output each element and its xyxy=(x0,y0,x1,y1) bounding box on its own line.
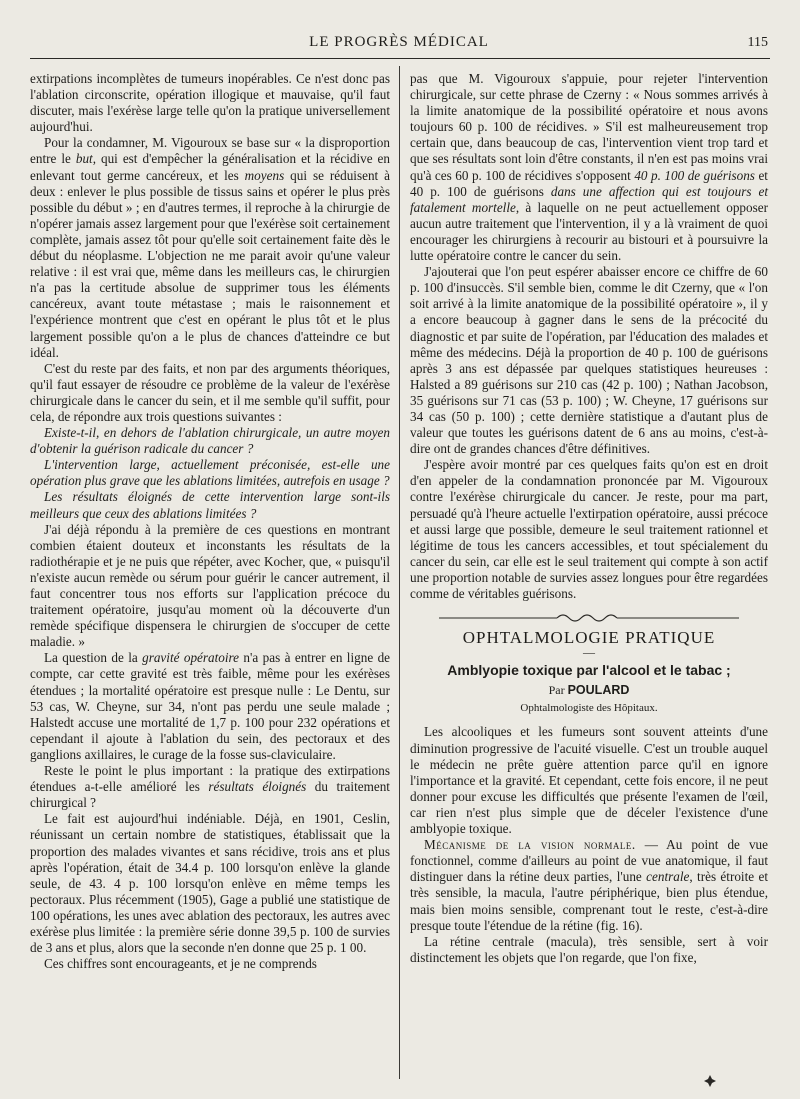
text-run: du traitement chirurgical ? xyxy=(30,779,390,811)
article-body xyxy=(410,724,768,965)
text-run: J'espère avoir montré par ces quelques faits qu'on est en droit d'en appeler de la condamnation prononcée par M. Vigouroux contre l'exérèse chirurgicale du cancer. Je reste, pour ma part, persuadé qu'à l'heure actuelle l'extirpation opératoire, aussi précoce et aussi large que possible, demeure le seul traitement rationnel et légitime de tous les cancers accessibles, et tout spécialement du cancer du sein, car elle est le seul traitement qui compte à son actif une proportion notable de survies assez longues pour être regardées comme de véritables guérisons. xyxy=(410,457,768,601)
text-run: extirpations incomplètes de tumeurs inopérables. Ce n'est donc pas l'ablation circonscrite, opération illogique et mauvaise, qu'il faut discuter, mais l'exérèse large telle qu'on la pratique universellement aujourd'hui. xyxy=(30,71,390,135)
right-column-continuation xyxy=(410,71,768,602)
fleuron-divider xyxy=(410,612,768,624)
paragraph xyxy=(30,71,390,135)
text-run: Reste le point le plus important : la pratique des extirpations étendues a-t-elle amélioré les xyxy=(30,763,390,795)
text-run: n'a pas à entrer en ligne de compte, car cette gravité est très faible, même pour les exérèses étendues ; la mortalité opératoire est presque nulle : Le Dentu, sur 53 cas, W. Cheyne, sur 34, n'ont pas perdu une seule malade ; Halstedt accuse une mortalité de 1,7 p. 100 pour 232 opérations et cependant il ajoute à l'ablation du sein, des pectoraux et des ganglions axillaires, le curage de la fosse sus-claviculaire. xyxy=(30,650,391,762)
italic-text: dans une affection qui est toujours et fatalement mortelle xyxy=(410,183,768,215)
paragraph xyxy=(30,425,390,457)
italic-text: L'intervention large, actuellement préconisée, est-elle une opération plus grave que les ablations limitées, autrefois en usage ? xyxy=(30,457,390,489)
italic-text: centrale xyxy=(646,869,690,885)
text-run: , à laquelle on ne peut actuellement opposer aucun autre traitement que l'intervention, il y a là vraiment de quoi encourager les chirurgiens à recourir au bistouri et à poursuivre la lutte opératoire contre le cancer du sein. xyxy=(410,199,768,264)
text-run: Pour la condamner, M. Vigouroux se base sur « la disproportion entre le xyxy=(30,135,390,167)
italic-text: but xyxy=(75,151,93,167)
italic-text: moyens xyxy=(244,167,285,183)
italic-text: Les résultats éloignés de cette intervention large sont-ils meilleurs que ceux des ablations limitées ? xyxy=(30,489,390,521)
italic-text: résultats éloignés xyxy=(208,779,307,795)
text-run: , très étroite et très sensible, la macula, l'autre périphérique, bien plus étendue, mais bien moins sensible, comprenant tout le reste, c'est-à-dire presque toute l'étendue de la rétine (fig. 16). xyxy=(410,869,768,933)
italic-text: 40 p. 100 de guérisons xyxy=(634,167,755,183)
paragraph xyxy=(30,457,390,489)
paragraph xyxy=(30,135,390,360)
text-run: Ces chiffres sont encourageants, et je ne comprends xyxy=(44,956,317,972)
fleuron-icon xyxy=(439,612,739,624)
paragraph xyxy=(410,724,768,837)
paragraph xyxy=(30,361,390,425)
section-dash: — xyxy=(583,645,595,660)
text-run: — Au point de vue fonctionnel, comme d'ailleurs au point de vue anatomique, il faut distinguer dans la rétine deux parties, l'une xyxy=(410,837,768,885)
header-rule xyxy=(30,58,770,59)
smallcaps-text: Mécanisme de la vision normale. xyxy=(424,837,636,853)
italic-text: Existe-t-il, en dehors de l'ablation chirurgicale, un autre moyen d'obtenir la guérison radicale du cancer ? xyxy=(30,425,390,457)
running-header xyxy=(30,34,768,56)
paragraph xyxy=(410,71,768,264)
paragraph xyxy=(30,522,390,651)
paragraph xyxy=(30,489,390,521)
byline-prefix: Par xyxy=(548,683,565,698)
text-run: La question de la xyxy=(44,650,143,666)
text-run: pas que M. Vigouroux s'appuie, pour rejeter l'intervention chirurgicale, sur cette phrase de Czerny : « Nous sommes arrivés à la limite anatomique de la possibilité opératoire et nous avons toujours 60 p. 100 de récidives. » S'il est malheureusement trop certain que, dans beaucoup de cas, l'intervention vient trop tard et que ses résultats sont loin d'être constants, il n'en est pas moins vrai qu'à ces 60 p. 100 de récidives s'opposent xyxy=(410,71,768,183)
right-column xyxy=(410,71,768,966)
printer-ornament-icon xyxy=(703,1074,717,1088)
text-run: C'est du reste par des faits, et non par des arguments théoriques, qu'il faut essayer de résoudre ce problème de la valeur de l'exérèse chirurgicale dans le cancer du sein, et il me semble qu'il suffit, pour cela, de répondre aux trois questions suivantes : xyxy=(30,360,390,424)
text-run: et 40 p. 100 de guérisons xyxy=(410,167,768,199)
text-run: qui se réduisent à deux : enlever le plus possible de tissus sains et opérer le plus près possible du début » ; en d'autres termes, il reproche à la chirurgie de n'opérer jamais assez largement pour que l'exérèse soit certainement complète, jamais assez tôt pour qu'elle soit certainement faite dès le début du néoplasme. L'objection ne me parait avoir qu'une valeur relative : il est vrai que, même dans les meilleurs cas, le chirurgien n'a pas la certitude absolue de supprimer tous les éléments cancéreux, avant toute métastase ; mais le raisonnement et l'expérience montrent que c'est en opérant le plus tôt et le plus largement possible qu'on a le plus de chances d'atteindre ce but idéal. xyxy=(30,167,390,360)
left-column xyxy=(30,71,390,972)
page-number: 115 xyxy=(747,35,768,50)
text-run: , qui est d'empêcher la généralisation et la récidive en enlevant tout germe cancéreux, et les xyxy=(30,151,390,183)
paragraph xyxy=(30,650,390,763)
paragraph xyxy=(30,956,390,972)
italic-text: gravité opératoire xyxy=(142,650,240,666)
text-run: J'ai déjà répondu à la première de ces questions en montrant combien étaient douteux et inconstants les résultats de la radiothérapie et je ne puis que répéter, avec Kocher, que, « puisqu'il n'existe aucun remède ou sérum pour guérir le cancer autrement, il faut concentrer tous nos efforts sur l'application précoce du traitement opératoire, jusqu'au moment où la découverte d'un remède spécifique dispensera le chirurgien de s'occuper de cette maladie. » xyxy=(30,521,390,650)
paragraph xyxy=(410,934,768,966)
paragraph xyxy=(30,811,390,956)
article-title: Amblyopie toxique par l'alcool et le tabac ; xyxy=(447,662,731,679)
column-divider xyxy=(399,66,400,1079)
text-run: Les alcooliques et les fumeurs sont souvent atteints d'une diminution progressive de l'acuité visuelle. C'est un trouble auquel le médecin ne prête guère attention parce qu'il en ignore l'importance et la gravité. Et cependant, cette fois encore, il ne peut donner pour excuse les difficultés que présente l'examen de l'œil, car rien n'est plus simple que de déceler l'existence d'une amblyopie toxique. xyxy=(410,724,768,837)
section-title: OPHTALMOLOGIE PRATIQUE xyxy=(462,628,716,648)
journal-title: LE PROGRÈS MÉDICAL xyxy=(309,34,489,50)
text-run: Le fait est aujourd'hui indéniable. Déjà, en 1901, Ceslin, réunissant un certain nombre de statistiques, établissait que la proportion des malades vivantes et sans récidive, trois ans et plus après l'opération, était de 34.4 p. 100 lorsqu'on enlève la glande seule, de 43. 4 p. 100 lorsqu'on enlève en même temps les pectoraux. Plus récemment (1905), Gage a publié une statistique de 100 opérations, les unes avec ablation des pectoraux, les autres avec exérèse plus limitée : la première série donne 39,5 p. 100 de survies de 3 ans et plus, alors que la seconde n'en donne que 25 p. 1 00. xyxy=(30,811,390,956)
paragraph xyxy=(410,264,768,457)
paragraph xyxy=(410,837,768,934)
paragraph xyxy=(410,457,768,602)
text-run: J'ajouterai que l'on peut espérer abaisser encore ce chiffre de 60 p. 100 d'insuccès. S'il semble bien, comme le dit Czerny, que « l'on soit arrivé à la limite anatomique de la possibilité opératoire », il y a encore beaucoup à gagner dans le sens de la précocité du diagnostic et par suite de l'opération, par l'éducation des malades et même des médecins. Déjà la proportion de 40 p. 100 de guérisons après 3 ans est dépassée par quelques statistiques heureuses : Halsted a 89 guérisons sur 210 cas (42 p. 100) ; Nathan Jacobson, 35 guérisons sur 71 cas (53 p. 100) ; W. Cheyne, 17 guérisons sur 34 cas (50 p. 100) ; cette dernière statistique a d'autant plus de valeur que toutes les guérisons datent de 6 ans au moins, c'est-à-dire ont de grandes chances d'être définitives. xyxy=(410,264,768,457)
author-affiliation: Ophtalmologiste des Hôpitaux. xyxy=(520,702,658,715)
paragraph xyxy=(30,763,390,811)
text-run: La rétine centrale (macula), très sensible, sert à voir distinctement les objets que l'on regarde, que l'on fixe, xyxy=(410,933,768,965)
author-name: POULARD xyxy=(567,683,630,698)
byline xyxy=(410,682,768,698)
